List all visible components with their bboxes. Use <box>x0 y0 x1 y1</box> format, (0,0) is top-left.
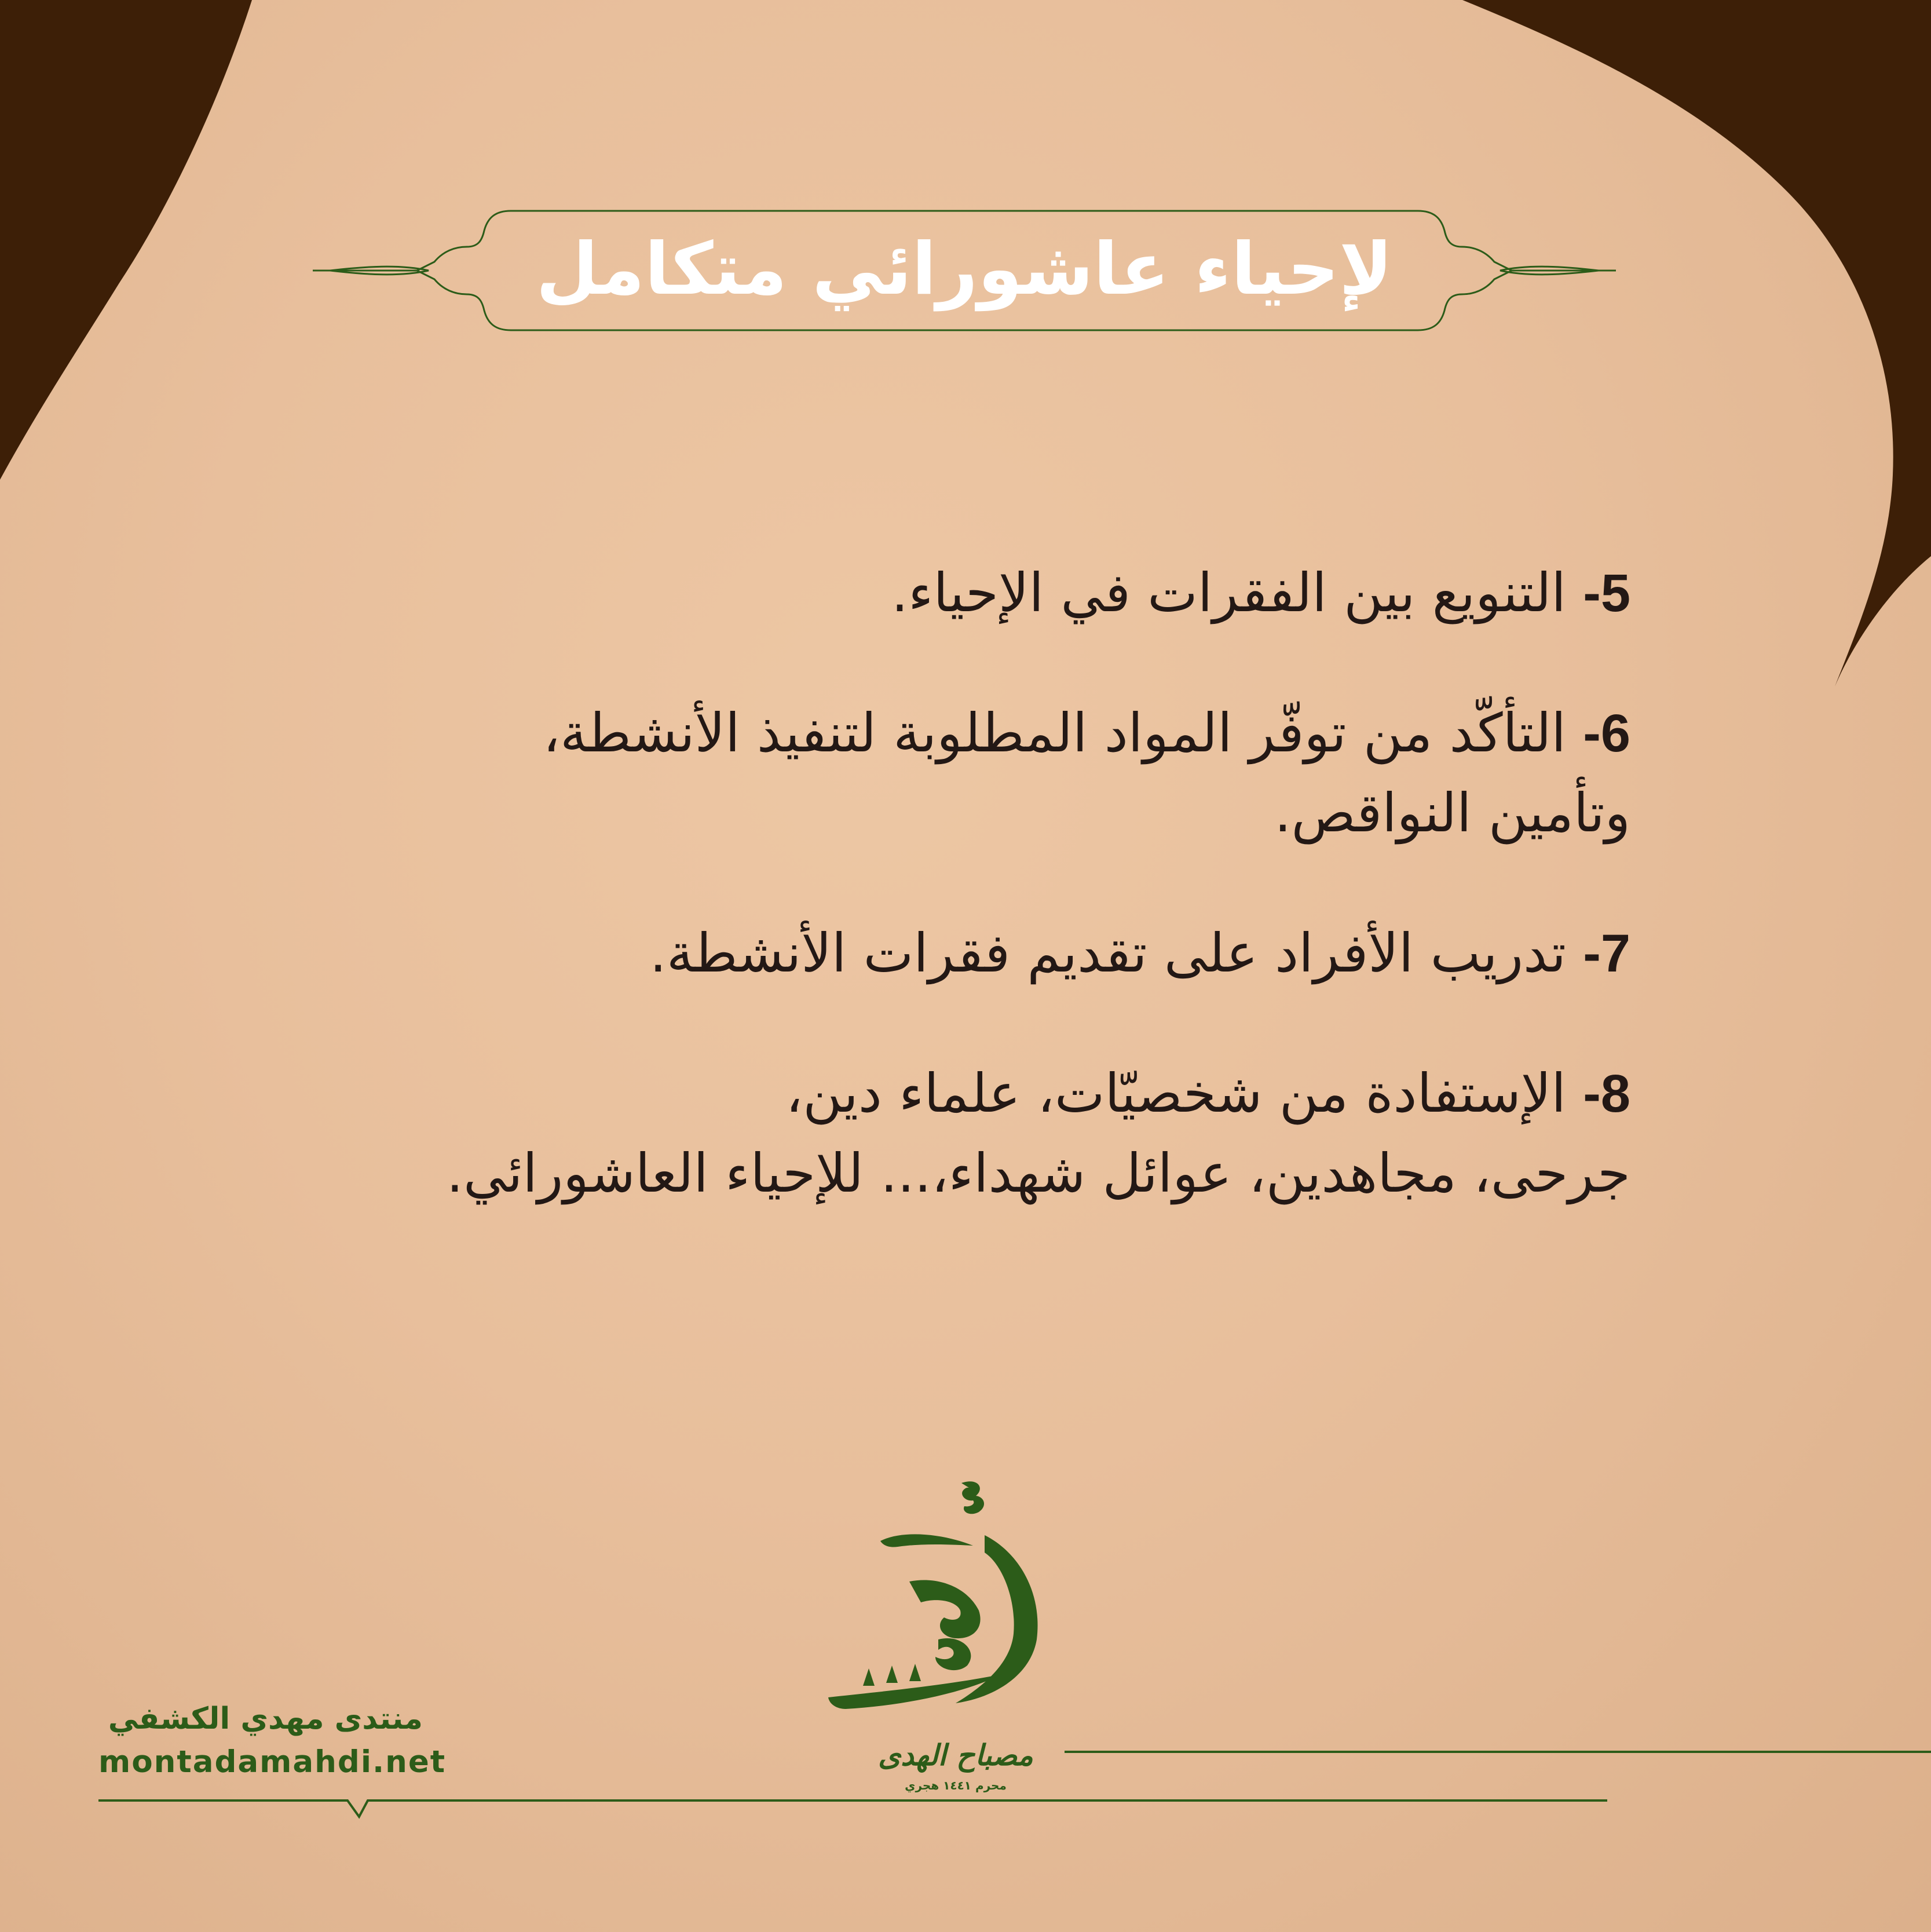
logo-hamza-top <box>961 1481 984 1514</box>
footer-divider-bottom <box>98 1800 1607 1817</box>
logo-ain <box>935 1638 971 1670</box>
list-item-text: الإستفادة من شخصيّات، علماء دين، <box>785 1062 1566 1124</box>
logo-caption: مصباح الهدى <box>878 1738 1033 1772</box>
list-item-text: التأكّد من توفّر المواد المطلوبة لتنفيذ الأنشطة، <box>543 702 1566 764</box>
list-item-text-continued: جرحى، مجاهدين، عوائل شهداء،... للإحياء العاشورائي. <box>446 1142 1630 1204</box>
list-item-text: تدريب الأفراد على تقديم فقرات الأنشطة. <box>649 922 1566 984</box>
list-item-number: 6- <box>1583 704 1630 763</box>
forum-credit <box>98 1697 447 1784</box>
list-item-number: 8- <box>1583 1064 1630 1123</box>
logo-subcaption: محرم ١٤٤١ هجري <box>905 1778 1007 1792</box>
logo-swash-top <box>880 1534 973 1547</box>
logo-body <box>909 1580 981 1638</box>
list-item-text-continued: وتأمين النواقص. <box>1274 782 1630 844</box>
page-title: لإحياء عاشورائي متكامل <box>536 228 1393 311</box>
list-item-number: 5- <box>1583 564 1630 623</box>
forum-name: منتدى مهدي الكشفي <box>108 1701 423 1736</box>
list-item-number: 7- <box>1583 924 1630 983</box>
list-item-text: التنويع بين الفقرات في الإحياء. <box>891 562 1566 624</box>
forum-url: montadamahdi.net <box>98 1744 447 1780</box>
logo-teeth <box>863 1664 921 1686</box>
